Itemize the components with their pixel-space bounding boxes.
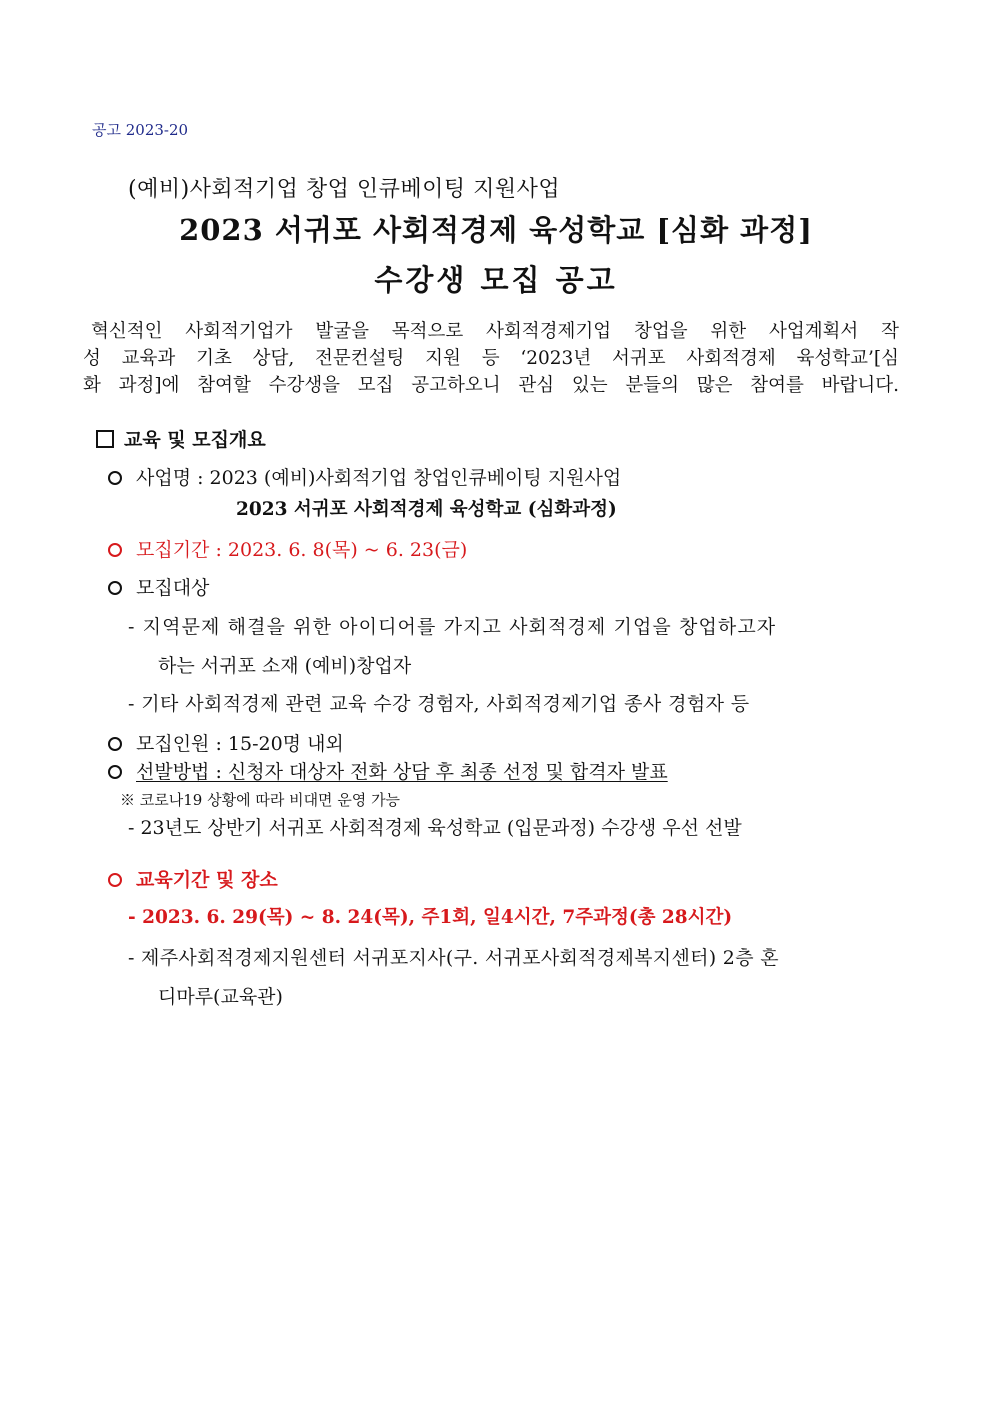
item-recruit-target xyxy=(108,573,209,600)
item-text: 모집대상 xyxy=(136,577,210,599)
edu-schedule-line: - 2023. 6. 29(목) ~ 8. 24(목), 주1회, 일4시간, 7주과정(총 28시간) xyxy=(128,907,733,928)
target-line-1a: - 지역문제 해결을 위한 아이디어를 가지고 사회적경제 기업을 창업하고자 xyxy=(128,616,777,638)
item-recruit-period xyxy=(108,535,467,562)
document-title-line2: 수강생 모집 공고 xyxy=(374,263,618,297)
item-text: 모집인원 : 15-20명 내외 xyxy=(136,733,344,755)
priority-line: - 23년도 상반기 서귀포 사회적경제 육성학교 (입문과정) 수강생 우선 선발 xyxy=(128,817,742,839)
target-line-1b: 하는 서귀포 소재 (예비)창업자 xyxy=(158,655,412,677)
item-edu-period-place xyxy=(108,865,278,892)
intro-line: 혁신적인 사회적기업가 발굴을 목적으로 사회적경제기업 창업을 위한 사업계획서 작 xyxy=(91,321,899,342)
item-text: 선발방법 : 신청자 대상자 전화 상담 후 최종 선정 및 합격자 발표 xyxy=(136,761,668,783)
item-project-name-sub: 2023 서귀포 사회적경제 육성학교 (심화과정) xyxy=(236,499,617,520)
circle-bullet-icon xyxy=(108,471,122,485)
item-recruit-count xyxy=(108,729,344,756)
checkbox-square-icon xyxy=(96,430,114,448)
intro-paragraph xyxy=(83,318,899,399)
edu-place-line-b: 디마루(교육관) xyxy=(158,986,283,1008)
intro-line: 성 교육과 기초 상담, 전문컨설팅 지원 등 ‘2023년 서귀포 사회적경제 육성학교’[심 xyxy=(83,348,899,369)
document-subtitle: (예비)사회적기업 창업 인큐베이팅 지원사업 xyxy=(128,177,561,202)
covid-note: ※ 코로나19 상황에 따라 비대면 운영 가능 xyxy=(120,791,401,809)
section-heading-label: 교육 및 모집개요 xyxy=(124,429,266,451)
item-selection-method xyxy=(108,757,668,784)
circle-bullet-icon xyxy=(108,765,122,779)
circle-bullet-icon xyxy=(108,543,122,557)
edu-place-line-a: - 제주사회적경제지원센터 서귀포지사(구. 서귀포사회적경제복지센터) 2층 혼 xyxy=(128,947,779,969)
item-text: 교육기간 및 장소 xyxy=(136,869,278,891)
circle-bullet-icon xyxy=(108,581,122,595)
document-title-line1: 2023 서귀포 사회적경제 육성학교 [심화 과정] xyxy=(179,213,813,247)
section-heading xyxy=(96,425,266,452)
item-text: 사업명 : 2023 (예비)사회적기업 창업인큐베이팅 지원사업 xyxy=(136,467,622,489)
circle-bullet-icon xyxy=(108,873,122,887)
item-text: 모집기간 : 2023. 6. 8(목) ~ 6. 23(금) xyxy=(136,539,468,561)
notice-number: 공고 2023-20 xyxy=(92,121,189,139)
target-line-2: - 기타 사회적경제 관련 교육 수강 경험자, 사회적경제기업 종사 경험자 등 xyxy=(128,693,750,715)
item-project-name xyxy=(108,463,621,490)
intro-line: 화 과정]에 참여할 수강생을 모집 공고하오니 관심 있는 분들의 많은 참여를 바랍니다. xyxy=(83,375,899,396)
circle-bullet-icon xyxy=(108,737,122,751)
